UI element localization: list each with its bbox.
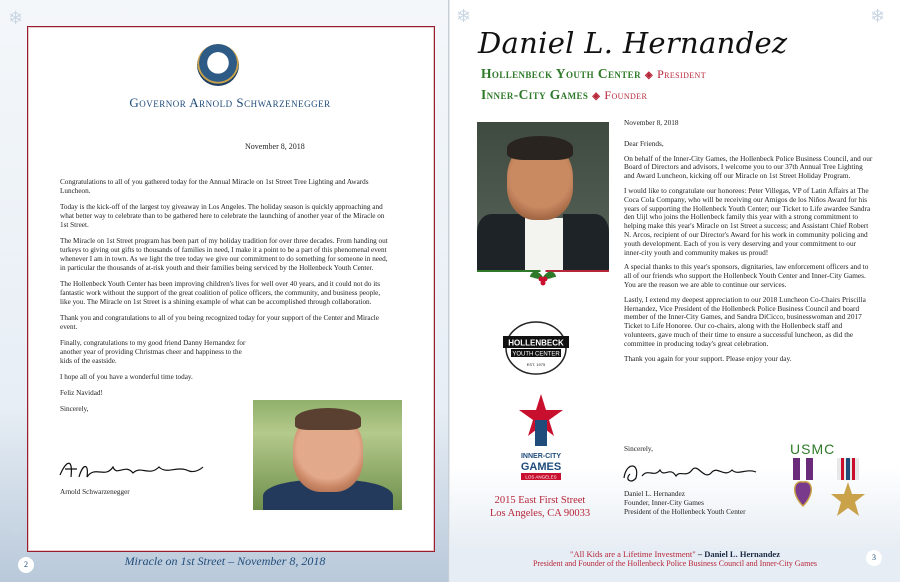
letter-date: November 8, 2018 — [245, 142, 305, 151]
signer-name: Arnold Schwarzenegger — [60, 488, 130, 496]
letter-date: November 8, 2018 — [624, 118, 679, 127]
california-seal-icon — [197, 44, 239, 86]
hair-shape — [295, 408, 361, 430]
holly-icon — [528, 265, 558, 289]
daniel-letter-body — [624, 119, 874, 369]
org-role: President — [657, 67, 707, 81]
letter-paragraph: I would like to congratulate our honorees: Peter Villegas, VP of Latin Affairs at The Coca Cola Company, who will be receiving our Amigos de los Niños Award for his years of supporting the Hollenbeck Youth Center; our Ticket to Life awardee Sandra den Uijl who joins the Hollenbeck family this year with a strong commitment to helping make this year's Miracle on 1st Street a success; and Assistant Chief Robert N. Arcos, recipient of our Director's Award for his work in community policing and youth development. Each of you is very deserving and your commitment to our inner-city youth and community makes us proud! — [624, 185, 871, 257]
letter-paragraph: The Miracle on 1st Street program has been part of my holiday tradition for over three decades. From handing out turkeys to giving out gifts to thousands of families in need, I make it a point to be a part of this phenomenal event whenever I am in town. As we light the tree today we give our commitment to do something for someone in need, in particular the thousands of at-risk youth and their families being serviced by the Hollenbeck Youth Center. — [60, 237, 388, 272]
quote-attribution: – Daniel L. Hernandez — [697, 549, 780, 559]
org-name: Inner-City Games — [481, 87, 589, 102]
address-block — [470, 494, 610, 520]
signer-line: Daniel L. Hernandez — [624, 489, 685, 498]
letter-paragraph: Thank you again for your support. Please enjoy your day. — [624, 353, 792, 363]
letter-paragraph: Feliz Navidad! — [60, 389, 103, 397]
page-number: 2 — [18, 557, 34, 573]
snowflake-icon: ❄ — [8, 8, 24, 29]
daniel-photo — [477, 122, 609, 270]
arnold-photo — [253, 400, 402, 510]
left-footer-text: Miracle on 1st Street – November 8, 2018 — [124, 554, 326, 568]
hollenbeck-youth-center-logo — [499, 318, 573, 378]
diamond-icon: ◈ — [644, 70, 654, 81]
daniel-signature — [620, 456, 760, 486]
signer-line: President of the Hollenbeck Youth Center — [624, 506, 746, 516]
letter-paragraph: On behalf of the Inner-City Games, the Hollenbeck Police Business Council, and our Board of Directors and advisors, I welcome you to our 37th Annual Tree Lighting and Award Luncheon, kicking off our Miracle on 1st Street Holiday Program. — [624, 153, 873, 181]
icg-logo-line3: LOS ANGELES — [525, 474, 557, 480]
letter-paragraph: Thank you and congratulations to all of you being recognized today for your support of the Center and Miracle event. — [60, 314, 379, 331]
salutation: Dear Friends, — [624, 138, 664, 148]
closing: Sincerely, — [624, 444, 653, 453]
address-line: 2015 East First Street — [494, 495, 586, 506]
letter-paragraph: Congratulations to all of you gathered today for the Annual Miracle on 1st Street Tree Lighting and Awards Luncheon. — [60, 178, 369, 195]
signer-line: Founder, Inner-City Games — [624, 497, 705, 507]
inner-city-games-logo — [511, 392, 571, 487]
snowflake-icon: ❄ — [870, 6, 886, 27]
arnold-signature — [55, 455, 205, 483]
letter-paragraph: I hope all of you have a wonderful time today. — [60, 373, 193, 381]
org-name: Hollenbeck Youth Center — [481, 66, 641, 81]
snowflake-icon: ❄ — [456, 6, 472, 27]
letter-paragraph: Sincerely, — [60, 405, 89, 413]
hyc-logo-est: EST. 1975 — [526, 362, 546, 367]
org-line-icg — [481, 87, 647, 103]
address-line: Los Angeles, CA 90033 — [489, 508, 591, 519]
governor-title: Governor Arnold Schwarzenegger — [129, 95, 331, 110]
letter-paragraph: Finally, congratulations to my good friend Danny Hernandez for another year of providing Christmas cheer and happiness to the kids of the eastside. — [60, 339, 246, 365]
quote-text: "All Kids are a Lifetime Investment" — [570, 549, 696, 559]
signer-block — [624, 490, 746, 516]
usmc-label: USMC — [790, 441, 836, 457]
medals-icon — [783, 458, 873, 522]
org-role: Founder — [604, 88, 648, 102]
hyc-logo-line1: HOLLENBECK — [508, 338, 564, 348]
hair-shape — [507, 136, 573, 160]
org-line-hollenbeck — [481, 66, 706, 82]
letter-paragraph: A special thanks to this year's sponsors, dignitaries, law enforcement officers and to all of our friends who support the Hollenbeck Youth Center and Inner-City Games. You are the reason we are able to continue our services. — [624, 262, 869, 289]
quote-subline: President and Founder of the Hollenbeck Police Business Council and Inner-City Games — [532, 559, 817, 568]
hyc-logo-line2: YOUTH CENTER — [512, 351, 560, 358]
diamond-icon: ◈ — [592, 91, 601, 102]
icg-logo-line1: INNER-CITY — [520, 453, 562, 460]
quote-line — [450, 549, 900, 559]
honoree-name: Daniel L. Hernandez — [478, 26, 788, 60]
icg-logo-line2: GAMES — [520, 461, 562, 473]
letter-paragraph: Lastly, I extend my deepest appreciation to our 2018 Luncheon Co-Chairs Priscilla Hernandez, Vice President of the Hollenbeck Police Business Council and board member of the Inner-City Games, and Sandra DiCicco, businesswoman and 2017 Ticket to Life Honoree. Our co-chairs, along with the Hollenbeck staff and volunteers, gave much of their time to ensure a successful luncheon, as did the committee in producing today's great celebration. — [624, 294, 866, 348]
letter-paragraph: Today is the kick-off of the largest toy giveaway in Los Angeles. The holiday season is quickly approaching and what better way to celebrate than to be gathered here to celebrate the launching of another year of the Miracle on 1st Street. — [60, 203, 385, 229]
jacket-shape — [563, 214, 609, 270]
governor-letter-body — [60, 178, 390, 421]
snowflake-icon: ❄ — [10, 520, 26, 541]
jacket-shape — [477, 214, 525, 270]
letter-paragraph: The Hollenbeck Youth Center has been improving children's lives for well over 40 years, and it could not do its fantastic work without the support of the great coalition of police officers, the community, and business people, like you. The Miracle on 1st Street is a shining example of what can be accomplished through collaboration. — [60, 280, 381, 306]
page-number: 3 — [866, 550, 882, 566]
